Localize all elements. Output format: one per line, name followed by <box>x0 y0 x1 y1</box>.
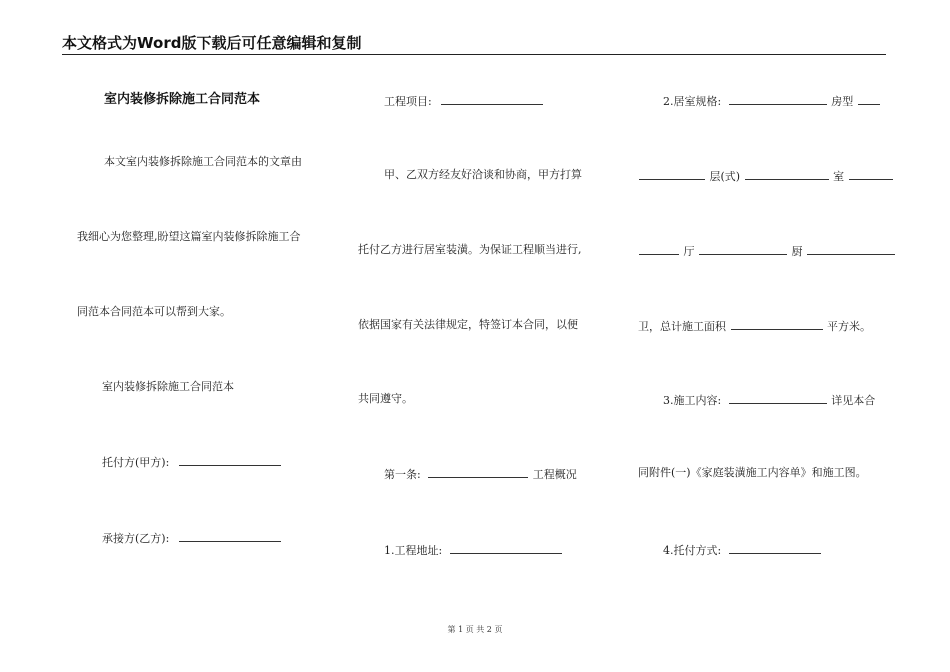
header-divider <box>62 54 886 55</box>
area-row <box>638 318 871 334</box>
intro-line-3: 同范本合同范本可以帮到大家。 <box>77 305 231 318</box>
article-1-blank[interactable] <box>428 466 528 478</box>
spec-type-blank[interactable] <box>858 93 880 105</box>
clause-line-2: 托付乙方进行居室装潢。为保证工程顺当进行, <box>358 243 582 256</box>
content-blank[interactable] <box>729 392 827 404</box>
content-row <box>663 392 875 408</box>
address-blank[interactable] <box>450 542 562 554</box>
intro-line-1: 本文室内装修拆除施工合同范本的文章由 <box>104 155 302 168</box>
party-b-row <box>102 530 282 546</box>
party-a-label: 托付方(甲方): <box>102 456 170 469</box>
hall-kitchen-row <box>638 243 896 259</box>
project-blank[interactable] <box>441 93 543 105</box>
document-header: 本文格式为Word版下载后可任意编辑和复制 <box>62 34 362 52</box>
kitchen-label: 厨 <box>791 245 803 258</box>
party-b-blank[interactable] <box>179 530 281 542</box>
contract-subtitle: 室内装修拆除施工合同范本 <box>102 380 234 393</box>
room-label: 室 <box>833 170 845 183</box>
room-blank[interactable] <box>745 168 829 180</box>
attachment-line: 同附件(一)《家庭装潢施工内容单》和施工图。 <box>638 466 867 479</box>
delegation-row <box>663 542 822 558</box>
delegation-label: 4.托付方式: <box>663 544 722 557</box>
clause-line-4: 共同遵守。 <box>358 392 413 405</box>
article-1-suffix: 工程概况 <box>532 468 577 481</box>
contract-title: 室内装修拆除施工合同范本 <box>104 92 261 107</box>
intro-line-2: 我细心为您整理,盼望这篇室内装修拆除施工合 <box>77 230 301 243</box>
hall-blank[interactable] <box>639 243 679 255</box>
room-tail-blank[interactable] <box>849 168 893 180</box>
bath-area-label: 卫，总计施工面积 <box>638 320 726 333</box>
spec-row <box>663 93 881 109</box>
kitchen-tail-blank[interactable] <box>807 243 895 255</box>
hall-label: 厅 <box>683 245 695 258</box>
content-label: 3.施工内容: <box>663 394 722 407</box>
party-b-label: 承接方(乙方): <box>102 532 170 545</box>
party-a-blank[interactable] <box>179 454 281 466</box>
content-suffix: 详见本合 <box>831 394 876 407</box>
floor-room-row <box>638 168 894 184</box>
address-row <box>384 542 563 558</box>
delegation-blank[interactable] <box>729 542 821 554</box>
page-number: 第 1 页 共 2 页 <box>447 625 503 634</box>
article-1-row <box>384 466 577 482</box>
area-blank[interactable] <box>731 318 823 330</box>
floor-blank[interactable] <box>639 168 705 180</box>
floor-label: 层(式) <box>709 170 741 183</box>
address-label: 1.工程地址: <box>384 544 443 557</box>
clause-line-3: 依据国家有关法律规定，特签订本合同，以便 <box>358 318 578 331</box>
spec-label: 2.居室规格: <box>663 95 722 108</box>
article-1-label: 第一条: <box>384 468 421 481</box>
party-a-row <box>102 454 282 470</box>
clause-line-1: 甲、乙双方经友好洽谈和协商，甲方打算 <box>384 168 582 181</box>
area-unit: 平方米。 <box>827 320 871 333</box>
project-row <box>384 93 544 109</box>
project-label: 工程项目: <box>384 95 432 108</box>
spec-type-label: 房型 <box>831 95 854 108</box>
spec-blank[interactable] <box>729 93 827 105</box>
kitchen-blank[interactable] <box>699 243 787 255</box>
